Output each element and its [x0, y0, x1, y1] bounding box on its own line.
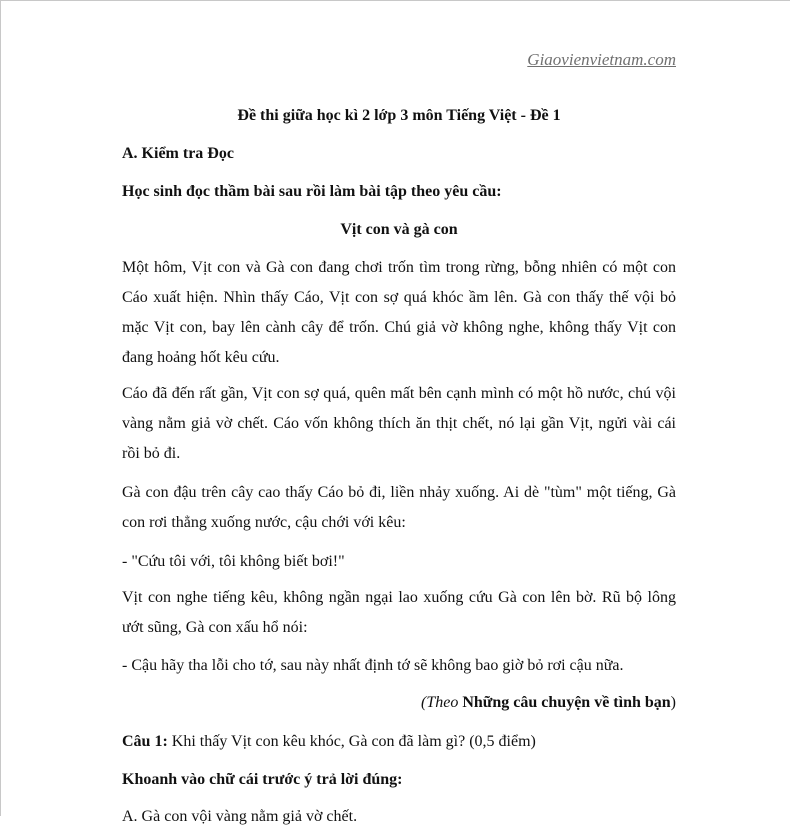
question-1-label: Câu 1:	[122, 733, 168, 750]
watermark-link[interactable]: Giaovienvietnam.com	[527, 50, 676, 69]
paragraph-3: Gà con đậu trên cây cao thấy Cáo bỏ đi, liền nhảy xuống. Ai dè "tùm" một tiếng, Gà con rơi thẳng xuống nước, cậu chới với kêu:	[122, 484, 676, 531]
paragraph-4: - "Cứu tôi với, tôi không biết bơi!"	[122, 553, 345, 570]
document-title: Đề thi giữa học kì 2 lớp 3 môn Tiếng Việt - Đề 1	[237, 107, 561, 124]
source-prefix: Theo	[426, 694, 459, 711]
paragraph-6: - Cậu hãy tha lỗi cho tớ, sau này nhất định tớ sẽ không bao giờ bỏ rơi cậu nữa.	[122, 657, 624, 674]
answer-instruction: Khoanh vào chữ cái trước ý trả lời đúng:	[122, 771, 403, 788]
source-open-paren: (	[421, 694, 427, 711]
source-close-paren: )	[670, 694, 676, 711]
source-book: Những câu chuyện về tình bạn	[462, 694, 671, 711]
paragraph-1: Một hôm, Vịt con và Gà con đang chơi trốn tìm trong rừng, bỗng nhiên có một con Cáo xuất hiện. Nhìn thấy Cáo, Vịt con sợ quá khóc ầm lên. Gà con thấy thế vội bỏ mặc Vịt con, bay lên cành cây để trốn. Chú giả vờ không nghe, không thấy Vịt con đang hoảng hốt kêu cứu.	[122, 259, 676, 366]
section-a-heading: A. Kiểm tra Đọc	[122, 145, 234, 162]
option-a: A. Gà con vội vàng nằm giả vờ chết.	[122, 808, 358, 825]
paragraph-2: Cáo đã đến rất gần, Vịt con sợ quá, quên mất bên cạnh mình có một hồ nước, chú vội vàng nằm giả vờ chết. Cáo vốn không thích ăn thịt chết, nó lại gần Vịt, ngửi vài cái rồi bỏ đi.	[122, 385, 676, 462]
paragraph-5: Vịt con nghe tiếng kêu, không ngần ngại lao xuống cứu Gà con lên bờ. Rũ bộ lông ướt sũng, Gà con xấu hổ nói:	[122, 589, 676, 636]
question-1	[122, 732, 676, 752]
question-1-text: Khi thấy Vịt con kêu khóc, Gà con đã làm gì? (0,5 điểm)	[171, 733, 536, 750]
source-citation	[122, 693, 676, 713]
story-title: Vịt con và gà con	[340, 221, 458, 238]
instruction-text: Học sinh đọc thầm bài sau rồi làm bài tập theo yêu cầu:	[122, 183, 502, 200]
